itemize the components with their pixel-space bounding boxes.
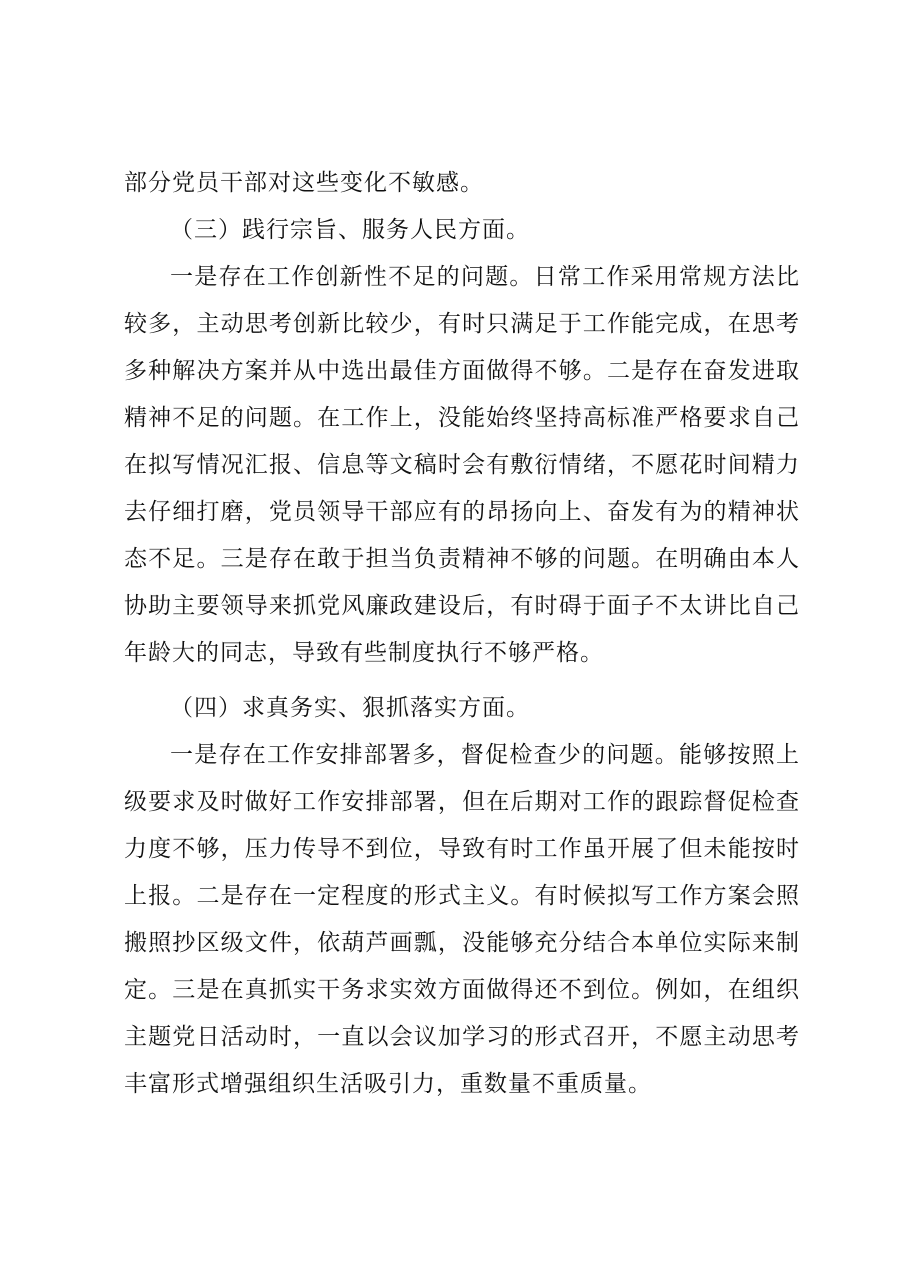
paragraph-line: 去仔细打磨，党员领导干部应有的昂扬向上、奋发有为的精神状 [124,499,800,525]
paragraph-line: 较多，主动思考创新比较少，有时只满足于工作能完成，在思考 [124,311,800,337]
paragraph-line: 一是存在工作创新性不足的问题。日常工作采用常规方法比 [170,264,800,290]
paragraph-line: 丰富形式增强组织生活吸引力，重数量不重质量。 [124,1071,652,1097]
paragraph-line: 态不足。三是存在敢于担当负责精神不够的问题。在明确由本人 [124,546,800,572]
paragraph-line: 一是存在工作安排部署多，督促检查少的问题。能够按照上 [170,742,800,768]
paragraph-line: 部分党员干部对这些变化不敏感。 [124,170,484,196]
paragraph-line: 力度不够，压力传导不到位，导致有时工作虽开展了但未能按时 [124,836,800,862]
paragraph-line: 定。三是在真抓实干务求实效方面做得还不到位。例如，在组织 [124,977,800,1003]
section-heading-3: （三）践行宗旨、服务人民方面。 [170,217,530,243]
paragraph-line: 年龄大的同志，导致有些制度执行不够严格。 [124,640,604,666]
paragraph-line: 精神不足的问题。在工作上，没能始终坚持高标准严格要求自己 [124,405,800,431]
paragraph-line: 协助主要领导来抓党风廉政建设后，有时碍于面子不太讲比自己 [124,593,800,619]
section-heading-4: （四）求真务实、狠抓落实方面。 [170,695,530,721]
paragraph-line: 主题党日活动时，一直以会议加学习的形式召开，不愿主动思考 [124,1024,800,1050]
paragraph-line: 搬照抄区级文件，依葫芦画瓢，没能够充分结合本单位实际来制 [124,930,800,956]
paragraph-line: 级要求及时做好工作安排部署，但在后期对工作的跟踪督促检查 [124,789,800,815]
paragraph-line: 上报。二是存在一定程度的形式主义。有时候拟写工作方案会照 [124,883,800,909]
paragraph-line: 在拟写情况汇报、信息等文稿时会有敷衍情绪，不愿花时间精力 [124,452,800,478]
paragraph-line: 多种解决方案并从中选出最佳方面做得不够。二是存在奋发进取 [124,358,800,384]
